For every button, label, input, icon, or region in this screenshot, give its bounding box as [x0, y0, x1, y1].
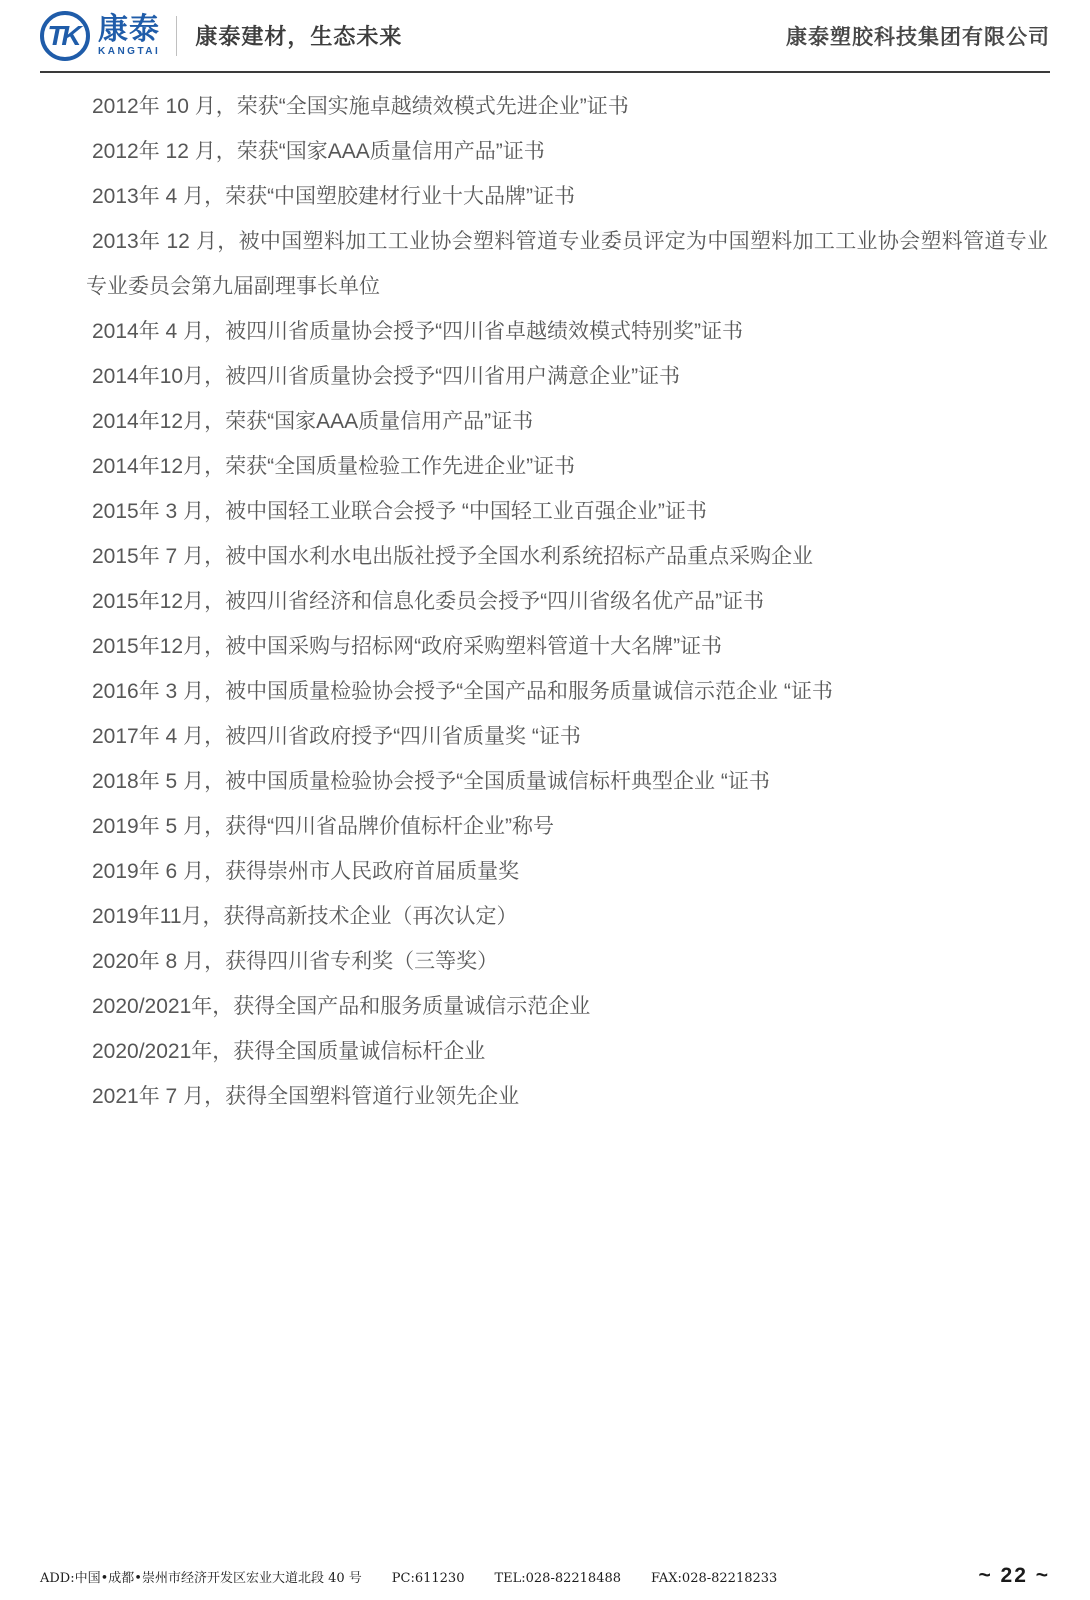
company-tagline: 康泰建材，生态未来	[195, 24, 403, 49]
page-footer	[40, 1564, 1050, 1588]
footer-tel: TEL:028-82218488	[494, 1571, 622, 1586]
award-entry: 2013年 4 月，荣获“中国塑胶建材行业十大品牌”证书	[92, 185, 576, 208]
footer-fax: FAX:028-82218233	[651, 1571, 778, 1586]
company-name: 康泰塑胶科技集团有限公司	[786, 25, 1050, 49]
footer-postcode: PC:611230	[391, 1571, 465, 1586]
award-entry: 2018年 5 月，被中国质量检验协会授予“全国质量诚信标杆典型企业 “证书	[92, 770, 770, 793]
company-logo	[40, 11, 160, 61]
page-header	[40, 0, 1050, 73]
award-entry: 2020/2021年，获得全国质量诚信标杆企业	[92, 1040, 486, 1063]
award-entry: 2019年 5 月，获得“四川省品牌价值标杆企业”称号	[92, 815, 555, 838]
award-entry: 2012年 10 月，荣获“全国实施卓越绩效模式先进企业”证书	[92, 95, 629, 118]
awards-list	[86, 84, 1048, 1119]
award-entry: 2019年11月，获得高新技术企业（再次认定）	[92, 905, 518, 928]
award-entry: 2017年 4 月，被四川省政府授予“四川省质量奖 “证书	[92, 725, 581, 748]
award-entry: 2020/2021年，获得全国产品和服务质量诚信示范企业	[92, 995, 591, 1018]
award-entry: 2015年12月，被中国采购与招标网“政府采购塑料管道十大名牌”证书	[92, 635, 723, 658]
footer-address: ADD:中国•成都•崇州市经济开发区宏业大道北段 40 号	[40, 1571, 362, 1586]
award-entry: 2012年 12 月，荣获“国家AAA质量信用产品”证书	[92, 140, 545, 163]
award-entry: 2020年 8 月，获得四川省专利奖（三等奖）	[92, 950, 499, 973]
header-divider	[176, 16, 177, 56]
award-entry: 2016年 3 月，被中国质量检验协会授予“全国产品和服务质量诚信示范企业 “证书	[92, 680, 833, 703]
logo-name-en: KANGTAI	[98, 45, 161, 57]
award-entry: 2014年 4 月，被四川省质量协会授予“四川省卓越绩效模式特别奖”证书	[92, 320, 744, 343]
award-entry: 2015年12月，被四川省经济和信息化委员会授予“四川省级名优产品”证书	[92, 590, 765, 613]
award-entry: 2014年10月，被四川省质量协会授予“四川省用户满意企业”证书	[92, 365, 681, 388]
award-entry: 2013年 12 月，被中国塑料加工工业协会塑料管道专业委员评定为中国塑料加工工业协会塑料管道专业专业委员会第九届副理事长单位	[86, 230, 1048, 298]
page-number: ~ 22 ~	[978, 1564, 1050, 1587]
award-entry: 2014年12月，荣获“全国质量检验工作先进企业”证书	[92, 455, 576, 478]
award-entry: 2015年 7 月，被中国水利水电出版社授予全国水利系统招标产品重点采购企业	[92, 545, 814, 568]
award-entry: 2021年 7 月，获得全国塑料管道行业领先企业	[92, 1085, 520, 1108]
logo-monogram-icon: TK	[40, 11, 90, 61]
logo-name-cn: 康泰	[98, 12, 160, 46]
award-entry: 2014年12月，荣获“国家AAA质量信用产品”证书	[92, 410, 534, 433]
award-entry: 2019年 6 月，获得崇州市人民政府首届质量奖	[92, 860, 520, 883]
award-entry: 2015年 3 月，被中国轻工业联合会授予 “中国轻工业百强企业”证书	[92, 500, 707, 523]
logo-name	[98, 12, 161, 57]
